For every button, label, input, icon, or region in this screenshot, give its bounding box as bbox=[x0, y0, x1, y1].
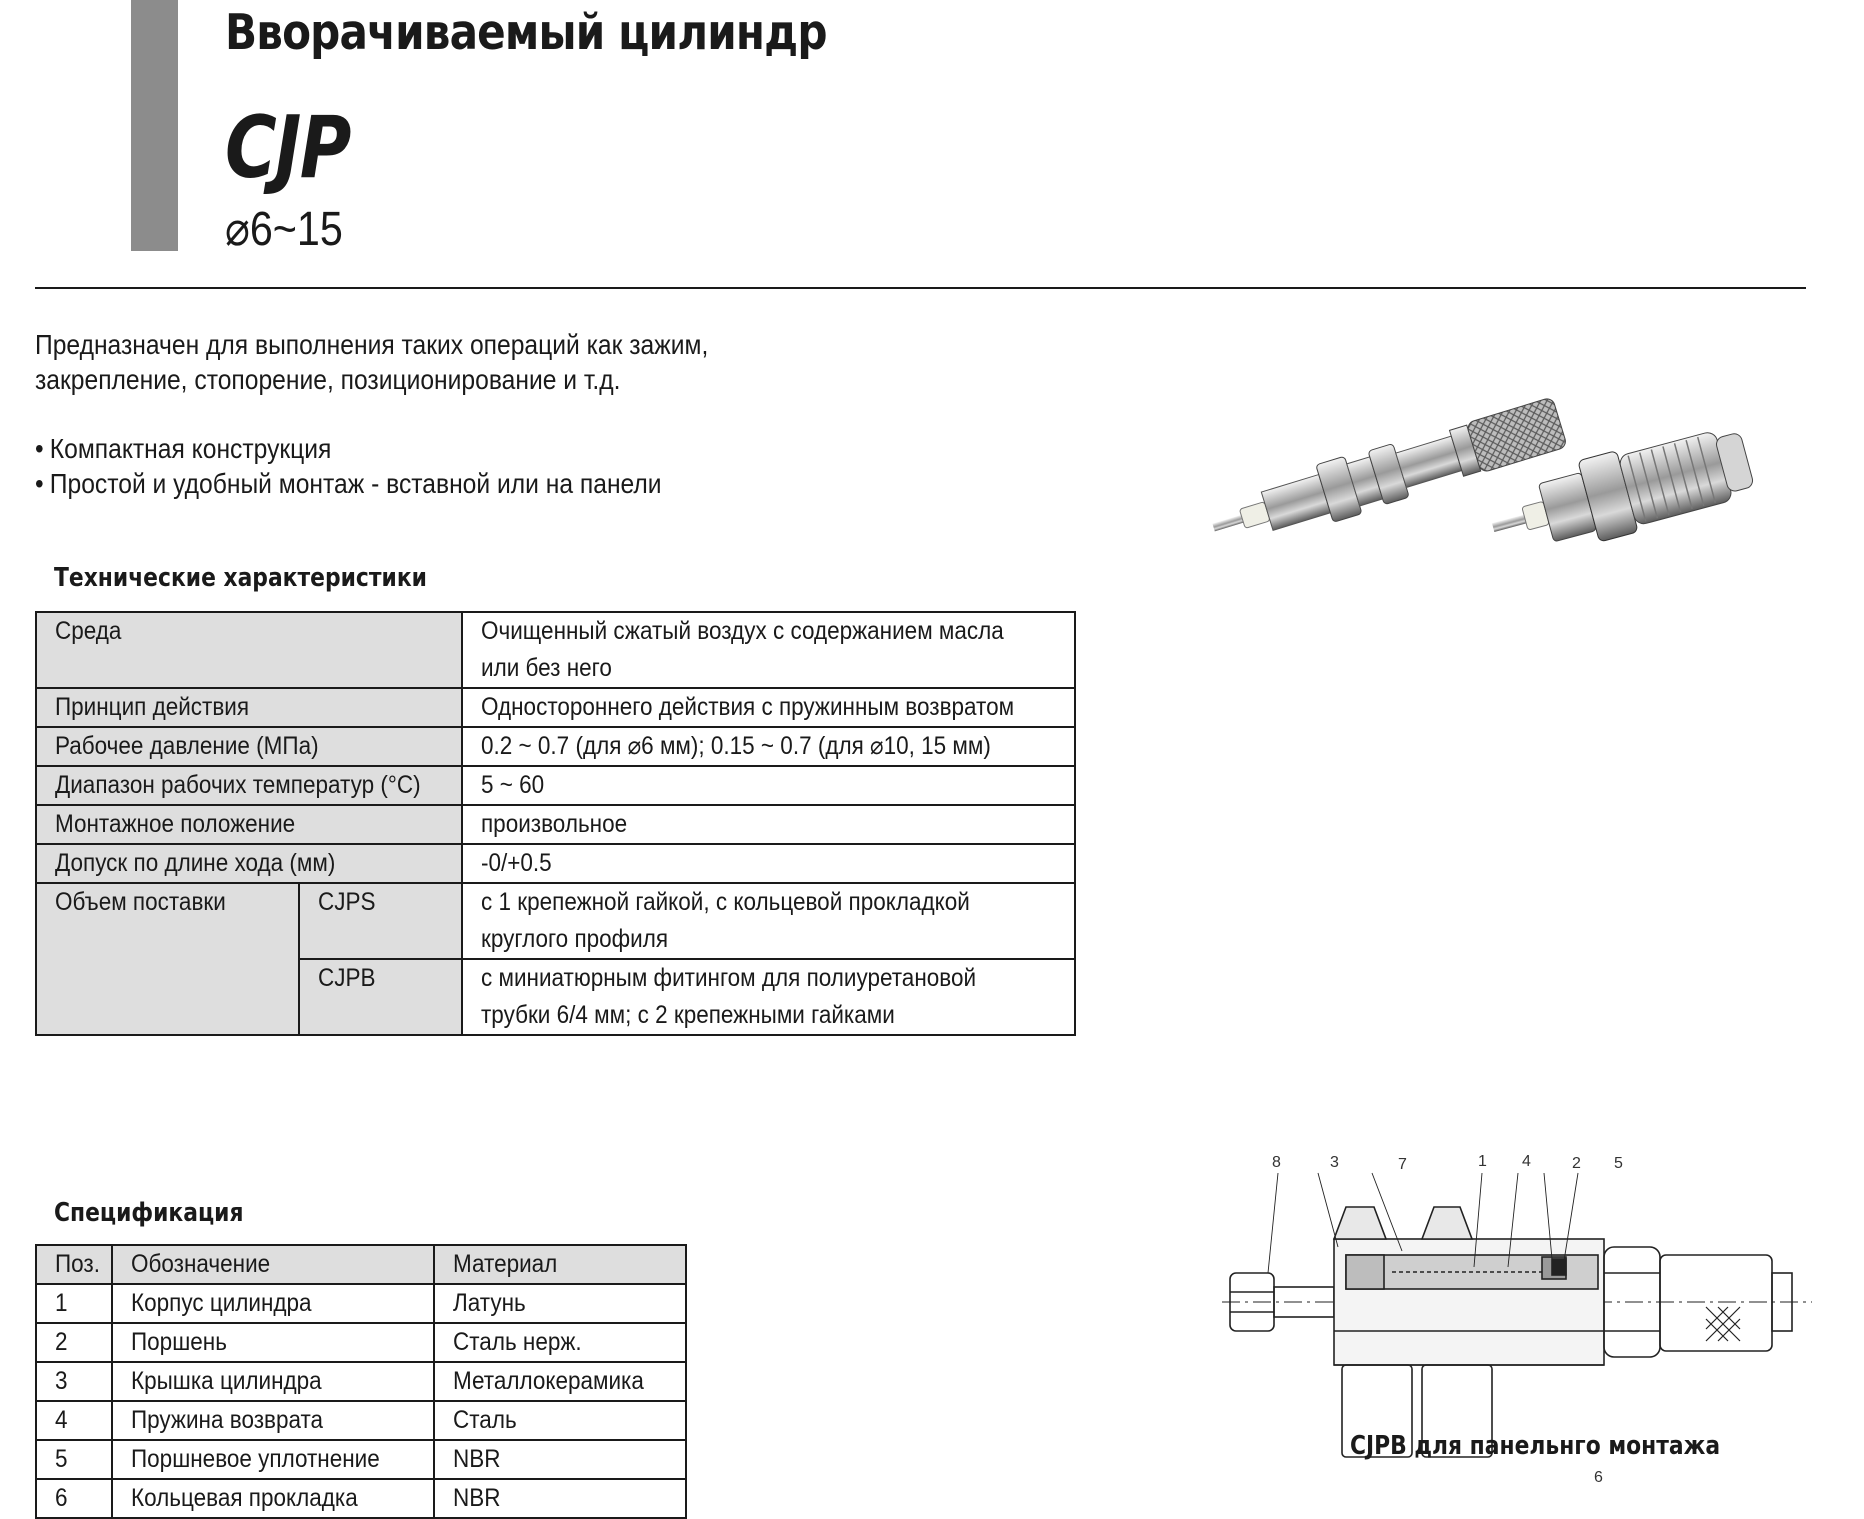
table-row bbox=[36, 1479, 686, 1518]
material-cell: Латунь bbox=[434, 1284, 686, 1323]
position-cell: 5 bbox=[36, 1440, 112, 1479]
table-row bbox=[36, 805, 1075, 844]
part-name-cell: Корпус цилиндра bbox=[112, 1284, 434, 1323]
position-cell: 3 bbox=[36, 1362, 112, 1401]
spec-label: Допуск по длине хода (мм) bbox=[36, 844, 462, 883]
material-cell: NBR bbox=[434, 1440, 686, 1479]
table-row bbox=[36, 1401, 686, 1440]
header-divider bbox=[35, 287, 1806, 289]
cylinder-cjpb-photo bbox=[1205, 393, 1569, 556]
specification-title: Спецификация bbox=[54, 1198, 244, 1228]
table-row bbox=[36, 844, 1075, 883]
table-row bbox=[36, 612, 1075, 688]
spec-value: 0.2 ~ 0.7 (для ⌀6 мм); 0.15 ~ 0.7 (для ⌀10, 15 мм) bbox=[462, 727, 1074, 766]
position-cell: 1 bbox=[36, 1284, 112, 1323]
tech-specs-table bbox=[35, 611, 1076, 1036]
specification-table bbox=[35, 1244, 687, 1519]
table-row bbox=[36, 727, 1075, 766]
callout-label: 2 bbox=[1572, 1155, 1581, 1172]
accent-bar bbox=[131, 0, 178, 251]
model-name: CJP bbox=[225, 98, 350, 198]
table-row bbox=[36, 1284, 686, 1323]
feature-item bbox=[35, 466, 662, 501]
callout-label: 4 bbox=[1522, 1155, 1531, 1170]
part-name-cell: Поршневое уплотнение bbox=[112, 1440, 434, 1479]
material-cell: Сталь нерж. bbox=[434, 1323, 686, 1362]
part-name-cell: Кольцевая прокладка bbox=[112, 1479, 434, 1518]
feature-item bbox=[35, 431, 662, 466]
intro-text bbox=[35, 327, 708, 397]
supply-model: CJPB bbox=[299, 959, 462, 1035]
callout-label: 3 bbox=[1330, 1155, 1339, 1171]
spec-label: Рабочее давление (МПа) bbox=[36, 727, 462, 766]
feature-text: Компактная конструкция bbox=[49, 433, 332, 464]
column-header: Обозначение bbox=[112, 1245, 434, 1284]
table-row bbox=[36, 1323, 686, 1362]
spec-value: Одностороннего действия с пружинным возвратом bbox=[462, 688, 1074, 727]
material-cell: Металлокерамика bbox=[434, 1362, 686, 1401]
column-header: Поз. bbox=[36, 1245, 112, 1284]
table-row bbox=[36, 688, 1075, 727]
spec-value: с миниатюрным фитингом для полиуретановой трубки 6/4 мм; с 2 крепежными гайками bbox=[462, 959, 1074, 1035]
spec-value: Очищенный сжатый воздух с содержанием масла или без него bbox=[462, 612, 1074, 688]
supply-label: Объем поставки bbox=[36, 883, 299, 1035]
callout-label: 1 bbox=[1478, 1155, 1487, 1170]
tech-specs-title: Технические характеристики bbox=[54, 563, 427, 593]
position-cell: 2 bbox=[36, 1323, 112, 1362]
spec-value: -0/+0.5 bbox=[462, 844, 1074, 883]
intro-line: Предназначен для выполнения таких операций как зажим, bbox=[35, 329, 709, 360]
spec-label: Среда bbox=[36, 612, 462, 688]
feature-list bbox=[35, 431, 662, 501]
product-photo bbox=[1200, 378, 1790, 560]
spec-value: 5 ~ 60 bbox=[462, 766, 1074, 805]
drawing-caption: CJPB для панельнго монтажа bbox=[1350, 1431, 1721, 1461]
table-header-row bbox=[36, 1245, 686, 1284]
part-name-cell: Пружина возврата bbox=[112, 1401, 434, 1440]
spec-label: Принцип действия bbox=[36, 688, 462, 727]
part-name-cell: Крышка цилиндра bbox=[112, 1362, 434, 1401]
callout-label: 6 bbox=[1594, 1469, 1603, 1486]
callout-label: 7 bbox=[1398, 1156, 1407, 1173]
spec-value: с 1 крепежной гайкой, с кольцевой прокладкой круглого профиля bbox=[462, 883, 1074, 959]
position-cell: 4 bbox=[36, 1401, 112, 1440]
table-row bbox=[36, 883, 1075, 959]
page-title: Вворачиваемый цилиндр bbox=[225, 4, 827, 61]
intro-line: закрепление, стопорение, позиционирование и т.д. bbox=[35, 364, 621, 395]
spec-label: Диапазон рабочих температур (°C) bbox=[36, 766, 462, 805]
column-header: Материал bbox=[434, 1245, 686, 1284]
material-cell: NBR bbox=[434, 1479, 686, 1518]
material-cell: Сталь bbox=[434, 1401, 686, 1440]
table-row bbox=[36, 1440, 686, 1479]
supply-model: CJPS bbox=[299, 883, 462, 959]
spec-value: произвольное bbox=[462, 805, 1074, 844]
spec-label: Монтажное положение bbox=[36, 805, 462, 844]
callout-label: 8 bbox=[1272, 1155, 1281, 1171]
callout-label: 5 bbox=[1614, 1155, 1623, 1172]
feature-text: Простой и удобный монтаж - вставной или на панели bbox=[49, 468, 662, 499]
position-cell: 6 bbox=[36, 1479, 112, 1518]
part-name-cell: Поршень bbox=[112, 1323, 434, 1362]
bore-range: ⌀6~15 bbox=[225, 203, 343, 256]
table-row bbox=[36, 766, 1075, 805]
table-row bbox=[36, 1362, 686, 1401]
